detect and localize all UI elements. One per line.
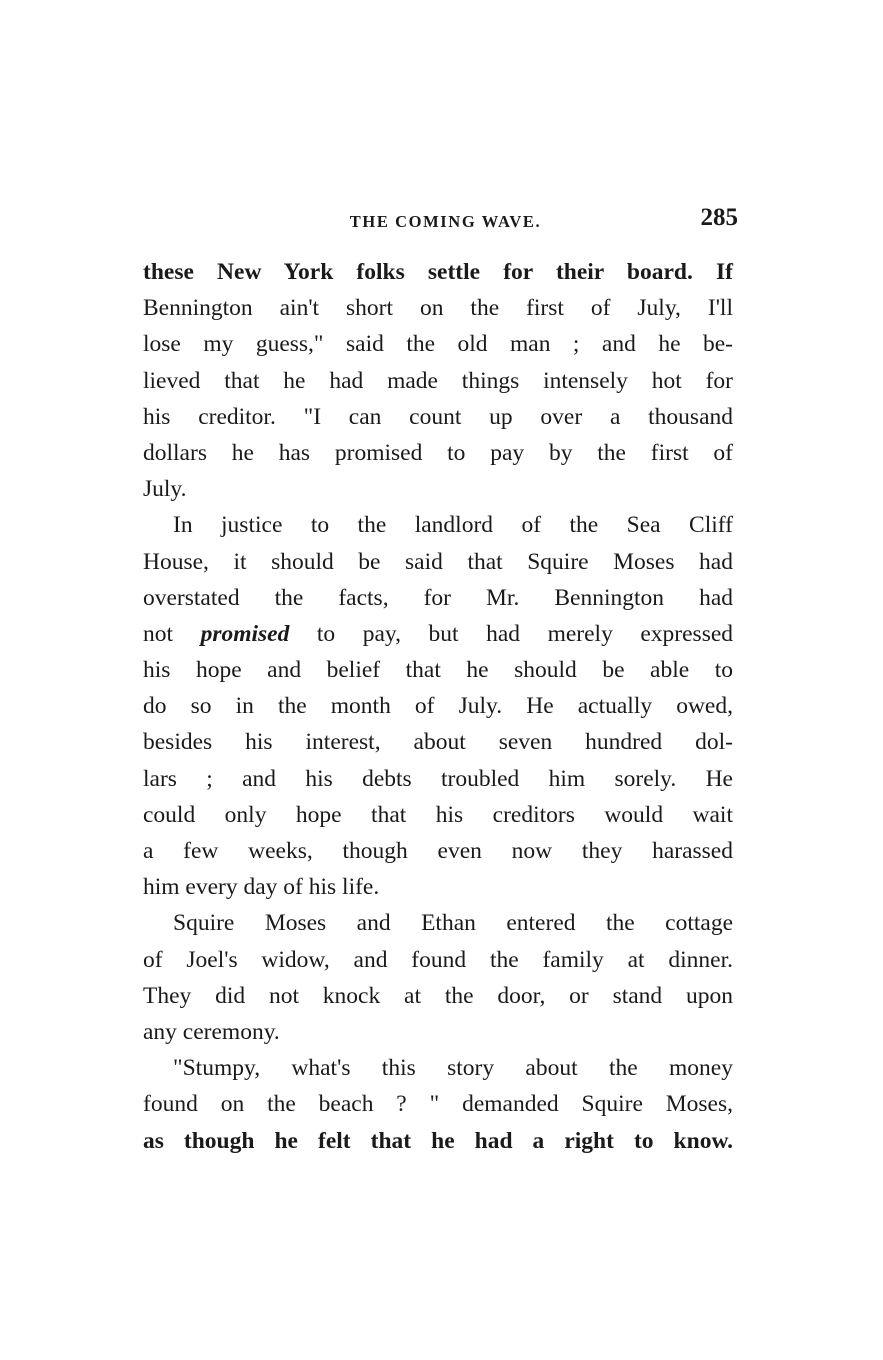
text-line: July. (143, 476, 187, 503)
page-number: 285 (700, 204, 738, 231)
text-line: his hope and belief that he should be able to (143, 657, 733, 684)
paragraph-2 (143, 507, 733, 905)
paragraph-4 (143, 1050, 733, 1159)
text-line: dollars he has promised to pay by the first of (143, 439, 733, 466)
text-line: of Joel's widow, and found the family at dinner. (143, 946, 733, 973)
text-line: a few weeks, though even now they harassed (143, 838, 733, 864)
text-line: any ceremony. (143, 1018, 280, 1045)
text-line: Squire Moses and Ethan entered the cottage (173, 910, 733, 937)
text-line: besides his interest, about seven hundred dol- (143, 729, 733, 756)
text-line: Bennington ain't short on the first of July, I'll (143, 295, 733, 322)
text-line: lieved that he had made things intensely hot for (143, 367, 733, 394)
text-line: lars ; and his debts troubled him sorely. He (143, 765, 733, 792)
emphasized-word: promised (200, 620, 290, 647)
text-line: They did not knock at the door, or stand upon (143, 982, 733, 1009)
text-line: his creditor. "I can count up over a thousand (143, 403, 733, 430)
text-line: do so in the month of July. He actually owed, (143, 693, 733, 720)
text-line: could only hope that his creditors would wait (143, 801, 733, 828)
text-line: House, it should be said that Squire Moses had (143, 548, 733, 575)
text-line: In justice to the landlord of the Sea Cliff (173, 512, 733, 539)
running-title: THE COMING WAVE. (349, 212, 542, 231)
text-line: him every day of his life. (143, 874, 380, 901)
line-remainder: to pay, but had merely expressed (316, 620, 734, 647)
body-text (143, 254, 733, 1159)
text-line: overstated the facts, for Mr. Bennington had (143, 584, 733, 611)
text-line: lose my guess," said the old man ; and he be- (143, 331, 733, 358)
paragraph-1 (143, 254, 733, 507)
text-line: "Stumpy, what's this story about the money (173, 1055, 733, 1082)
page-header (143, 204, 740, 238)
paragraph-3 (143, 905, 733, 1050)
text-line: found on the beach ? " demanded Squire Moses, (143, 1091, 733, 1118)
line-prefix: not (143, 620, 174, 647)
text-line: these New York folks settle for their board. If (143, 259, 733, 285)
text-line-emphasis (143, 616, 733, 652)
text-line: as though he felt that he had a right to know. (143, 1127, 733, 1154)
